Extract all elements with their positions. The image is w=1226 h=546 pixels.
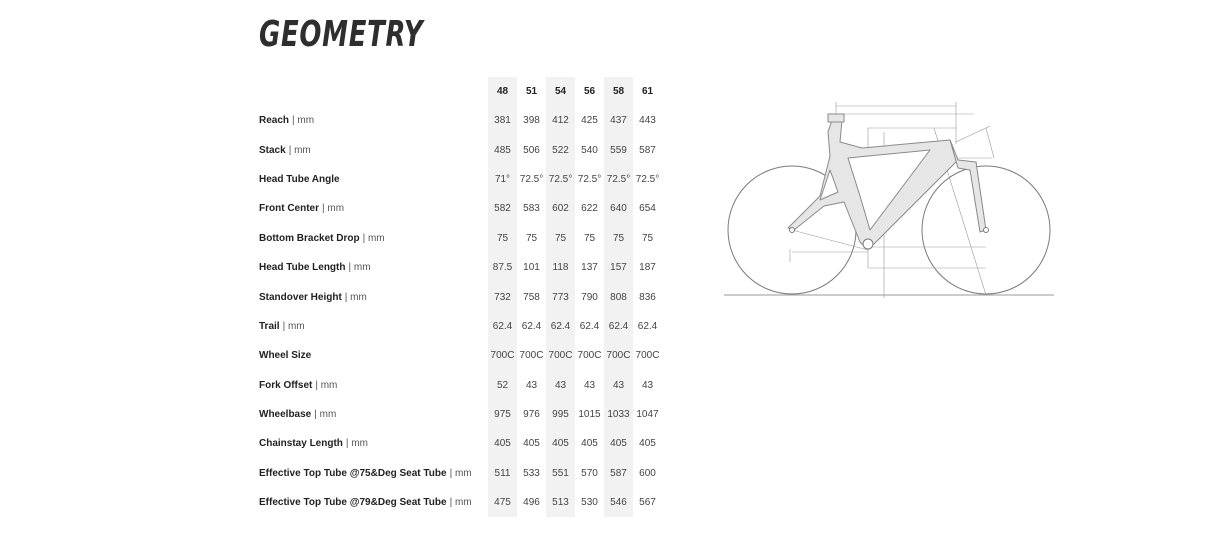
table-cell: 405 bbox=[581, 438, 598, 450]
table-cell: 157 bbox=[610, 262, 627, 274]
bottom-bracket bbox=[863, 239, 873, 249]
row-unit: | mm bbox=[348, 262, 371, 274]
table-cell: 405 bbox=[494, 438, 511, 450]
table-cell: 485 bbox=[494, 144, 511, 156]
table-cell: 43 bbox=[641, 379, 654, 391]
size-header: 51 bbox=[525, 86, 538, 97]
table-cell: 62.4 bbox=[608, 320, 629, 332]
row-name: Front Center bbox=[259, 203, 319, 215]
table-row bbox=[259, 488, 679, 517]
size-header: 56 bbox=[583, 86, 596, 97]
table-cell: 511 bbox=[494, 467, 511, 479]
row-name: Trail bbox=[259, 320, 280, 332]
table-cell: 808 bbox=[610, 291, 627, 303]
table-cell: 71° bbox=[494, 173, 511, 185]
row-label bbox=[259, 253, 371, 282]
table-cell: 75 bbox=[641, 232, 654, 244]
row-name: Fork Offset bbox=[259, 379, 313, 391]
table-cell: 101 bbox=[523, 262, 540, 274]
table-cell: 622 bbox=[581, 203, 598, 215]
table-cell: 405 bbox=[639, 438, 656, 450]
table-cell: 43 bbox=[554, 379, 567, 391]
table-cell: 559 bbox=[610, 144, 627, 156]
table-cell: 1033 bbox=[607, 409, 630, 421]
size-header: 58 bbox=[612, 86, 625, 97]
table-cell: 425 bbox=[581, 115, 598, 127]
table-row bbox=[259, 106, 679, 135]
table-cell: 118 bbox=[552, 262, 569, 274]
table-cell: 587 bbox=[639, 144, 656, 156]
table-cell: 187 bbox=[639, 262, 656, 274]
row-label bbox=[259, 194, 344, 223]
size-header: 48 bbox=[496, 86, 509, 97]
row-unit: | mm bbox=[322, 203, 345, 215]
table-cell: 62.4 bbox=[550, 320, 571, 332]
table-cell: 405 bbox=[610, 438, 627, 450]
table-cell: 600 bbox=[639, 467, 656, 479]
row-label bbox=[259, 400, 336, 429]
table-cell: 551 bbox=[552, 467, 569, 479]
row-unit: | mm bbox=[314, 409, 337, 421]
table-cell: 700C bbox=[548, 350, 573, 362]
table-cell: 790 bbox=[581, 291, 598, 303]
table-cell: 975 bbox=[494, 409, 511, 421]
table-cell: 533 bbox=[523, 467, 540, 479]
row-unit: | mm bbox=[292, 115, 315, 127]
table-cell: 405 bbox=[552, 438, 569, 450]
row-unit: | mm bbox=[449, 497, 472, 509]
table-cell: 700C bbox=[606, 350, 631, 362]
table-cell: 62.4 bbox=[579, 320, 600, 332]
row-label bbox=[259, 135, 311, 164]
table-cell: 75 bbox=[496, 232, 509, 244]
table-cell: 700C bbox=[490, 350, 515, 362]
table-row bbox=[259, 459, 679, 488]
table-row bbox=[259, 400, 679, 429]
front-hub bbox=[984, 228, 989, 233]
table-cell: 75 bbox=[525, 232, 538, 244]
table-cell: 582 bbox=[494, 203, 511, 215]
table-cell: 72.5° bbox=[606, 173, 631, 185]
table-cell: 398 bbox=[523, 115, 540, 127]
table-cell: 700C bbox=[577, 350, 602, 362]
row-name: Head Tube Length bbox=[259, 262, 346, 274]
row-name: Head Tube Angle bbox=[259, 173, 340, 185]
table-row bbox=[259, 224, 679, 253]
table-cell: 43 bbox=[525, 379, 538, 391]
row-name: Effective Top Tube @79&Deg Seat Tube bbox=[259, 497, 447, 509]
table-cell: 836 bbox=[639, 291, 656, 303]
row-unit: | mm bbox=[315, 379, 338, 391]
row-name: Wheel Size bbox=[259, 350, 312, 362]
row-label bbox=[259, 106, 314, 135]
table-cell: 602 bbox=[552, 203, 569, 215]
row-label bbox=[259, 429, 368, 458]
row-label bbox=[259, 371, 337, 400]
size-header-row bbox=[259, 77, 679, 106]
row-name: Chainstay Length bbox=[259, 438, 343, 450]
table-cell: 540 bbox=[581, 144, 598, 156]
table-cell: 1015 bbox=[578, 409, 601, 421]
table-cell: 1047 bbox=[636, 409, 659, 421]
row-name: Effective Top Tube @75&Deg Seat Tube bbox=[259, 467, 447, 479]
row-label bbox=[259, 488, 472, 517]
table-cell: 75 bbox=[554, 232, 567, 244]
table-cell: 137 bbox=[581, 262, 598, 274]
table-cell: 995 bbox=[552, 409, 569, 421]
table-row bbox=[259, 135, 679, 164]
table-cell: 506 bbox=[523, 144, 540, 156]
table-cell: 976 bbox=[523, 409, 540, 421]
table-cell: 405 bbox=[523, 438, 540, 450]
row-name: Standover Height bbox=[259, 291, 342, 303]
table-cell: 640 bbox=[610, 203, 627, 215]
table-cell: 496 bbox=[523, 497, 540, 509]
size-header: 61 bbox=[641, 86, 654, 97]
table-cell: 72.5° bbox=[577, 173, 602, 185]
table-cell: 443 bbox=[639, 115, 656, 127]
table-cell: 62.4 bbox=[492, 320, 513, 332]
table-cell: 773 bbox=[552, 291, 569, 303]
table-cell: 758 bbox=[523, 291, 540, 303]
table-cell: 583 bbox=[523, 203, 540, 215]
row-unit: | mm bbox=[282, 320, 305, 332]
table-cell: 72.5° bbox=[548, 173, 573, 185]
table-cell: 62.4 bbox=[637, 320, 658, 332]
table-cell: 412 bbox=[552, 115, 569, 127]
size-header: 54 bbox=[554, 86, 567, 97]
table-cell: 437 bbox=[610, 115, 627, 127]
table-cell: 475 bbox=[494, 497, 511, 509]
table-cell: 381 bbox=[494, 115, 511, 127]
geometry-table bbox=[259, 77, 679, 517]
row-name: Reach bbox=[259, 115, 290, 127]
table-cell: 43 bbox=[612, 379, 625, 391]
table-row bbox=[259, 371, 679, 400]
table-cell: 567 bbox=[639, 497, 656, 509]
table-cell: 62.4 bbox=[521, 320, 542, 332]
table-row bbox=[259, 429, 679, 458]
table-cell: 513 bbox=[552, 497, 569, 509]
table-row bbox=[259, 194, 679, 223]
table-cell: 72.5° bbox=[635, 173, 660, 185]
row-label bbox=[259, 282, 367, 311]
table-cell: 522 bbox=[552, 144, 569, 156]
table-cell: 700C bbox=[635, 350, 660, 362]
table-cell: 732 bbox=[494, 291, 511, 303]
table-cell: 75 bbox=[612, 232, 625, 244]
row-label bbox=[259, 459, 472, 488]
row-label bbox=[259, 224, 385, 253]
table-cell: 530 bbox=[581, 497, 598, 509]
page-title: GEOMETRY bbox=[259, 14, 424, 55]
table-cell: 570 bbox=[581, 467, 598, 479]
rear-hub bbox=[790, 228, 795, 233]
row-label bbox=[259, 165, 343, 194]
row-unit: | mm bbox=[288, 144, 311, 156]
table-cell: 700C bbox=[519, 350, 544, 362]
table-cell: 72.5° bbox=[519, 173, 544, 185]
row-unit: | mm bbox=[344, 291, 367, 303]
table-cell: 87.5 bbox=[492, 262, 513, 274]
row-unit: | mm bbox=[345, 438, 368, 450]
row-unit: | mm bbox=[449, 467, 472, 479]
table-cell: 52 bbox=[496, 379, 509, 391]
row-unit: | mm bbox=[362, 232, 385, 244]
table-row bbox=[259, 253, 679, 282]
table-row bbox=[259, 282, 679, 311]
table-row bbox=[259, 341, 679, 370]
table-row bbox=[259, 312, 679, 341]
table-cell: 75 bbox=[583, 232, 596, 244]
row-name: Stack bbox=[259, 144, 286, 156]
bike-geometry-diagram-icon bbox=[724, 92, 1054, 304]
table-cell: 587 bbox=[610, 467, 627, 479]
row-label bbox=[259, 312, 305, 341]
table-cell: 654 bbox=[639, 203, 656, 215]
table-row bbox=[259, 165, 679, 194]
row-name: Wheelbase bbox=[259, 409, 312, 421]
table-cell: 43 bbox=[583, 379, 596, 391]
row-name: Bottom Bracket Drop bbox=[259, 232, 360, 244]
table-cell: 546 bbox=[610, 497, 627, 509]
row-label bbox=[259, 341, 314, 370]
